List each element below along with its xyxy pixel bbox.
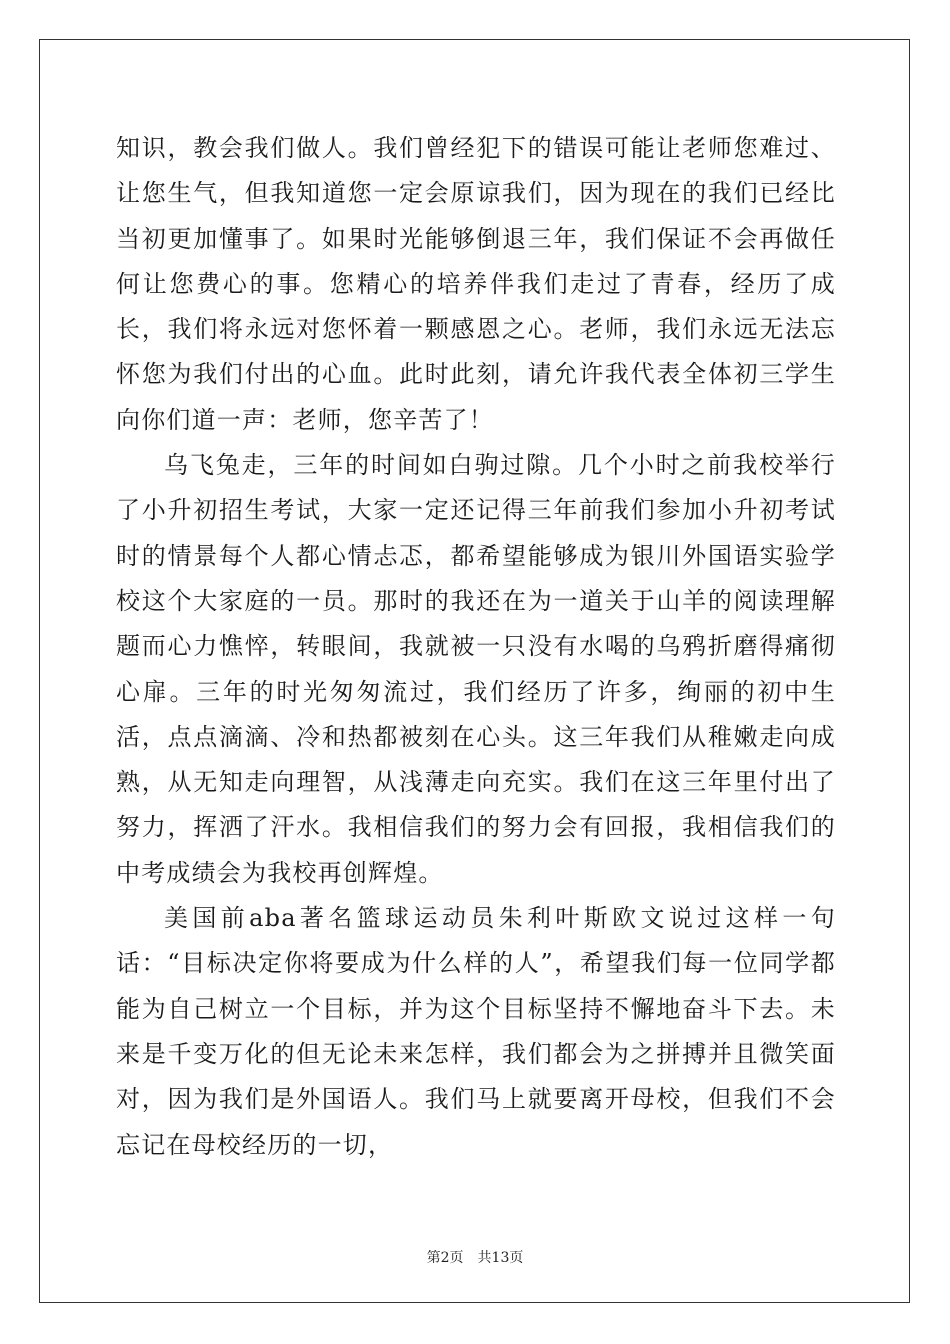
paragraph-3: 美国前aba著名篮球运动员朱利叶斯欧文说过这样一句话：“目标决定你将要成为什么样的人”，希望我们每一位同学都能为自己树立一个目标，并为这个目标坚持不懈地奋斗下去。未来是千变万化的但无论未来怎样，我们都会为之拼搏并且微笑面对，因为我们是外国语人。我们马上就要离开母校，但我们不会忘记在母校经历的一切， <box>116 904 836 1159</box>
page-footer <box>0 1247 950 1267</box>
page-number: 第2页 <box>426 1250 464 1266</box>
paragraph-2: 乌飞兔走，三年的时间如白驹过隙。几个小时之前我校举行了小升初招生考试，大家一定还记得三年前我们参加小升初考试时的情景每个人都心情忐忑，都希望能够成为银川外国语实验学校这个大家庭的一员。那时的我还在为一道关于山羊的阅读理解题而心力憔悴，转眼间，我就被一只没有水喝的乌鸦折磨得痛彻心扉。三年的时光匆匆流过，我们经历了许多，绚丽的初中生活，点点滴滴、冷和热都被刻在心头。这三年我们从稚嫩走向成熟，从无知走向理智，从浅薄走向充实。我们在这三年里付出了努力，挥洒了汗水。我相信我们的努力会有回报，我相信我们的中考成绩会为我校再创辉煌。 <box>116 451 836 887</box>
document-body <box>116 126 836 1168</box>
page-total: 共13页 <box>477 1250 524 1266</box>
paragraph-1: 知识，教会我们做人。我们曾经犯下的错误可能让老师您难过、让您生气，但我知道您一定会原谅我们，因为现在的我们已经比当初更加懂事了。如果时光能够倒退三年，我们保证不会再做任何让您费心的事。您精心的培养伴我们走过了青春，经历了成长，我们将永远对您怀着一颗感恩之心。老师，我们永远无法忘怀您为我们付出的心血。此时此刻，请允许我代表全体初三学生向你们道一声：老师，您辛苦了！ <box>116 134 836 434</box>
